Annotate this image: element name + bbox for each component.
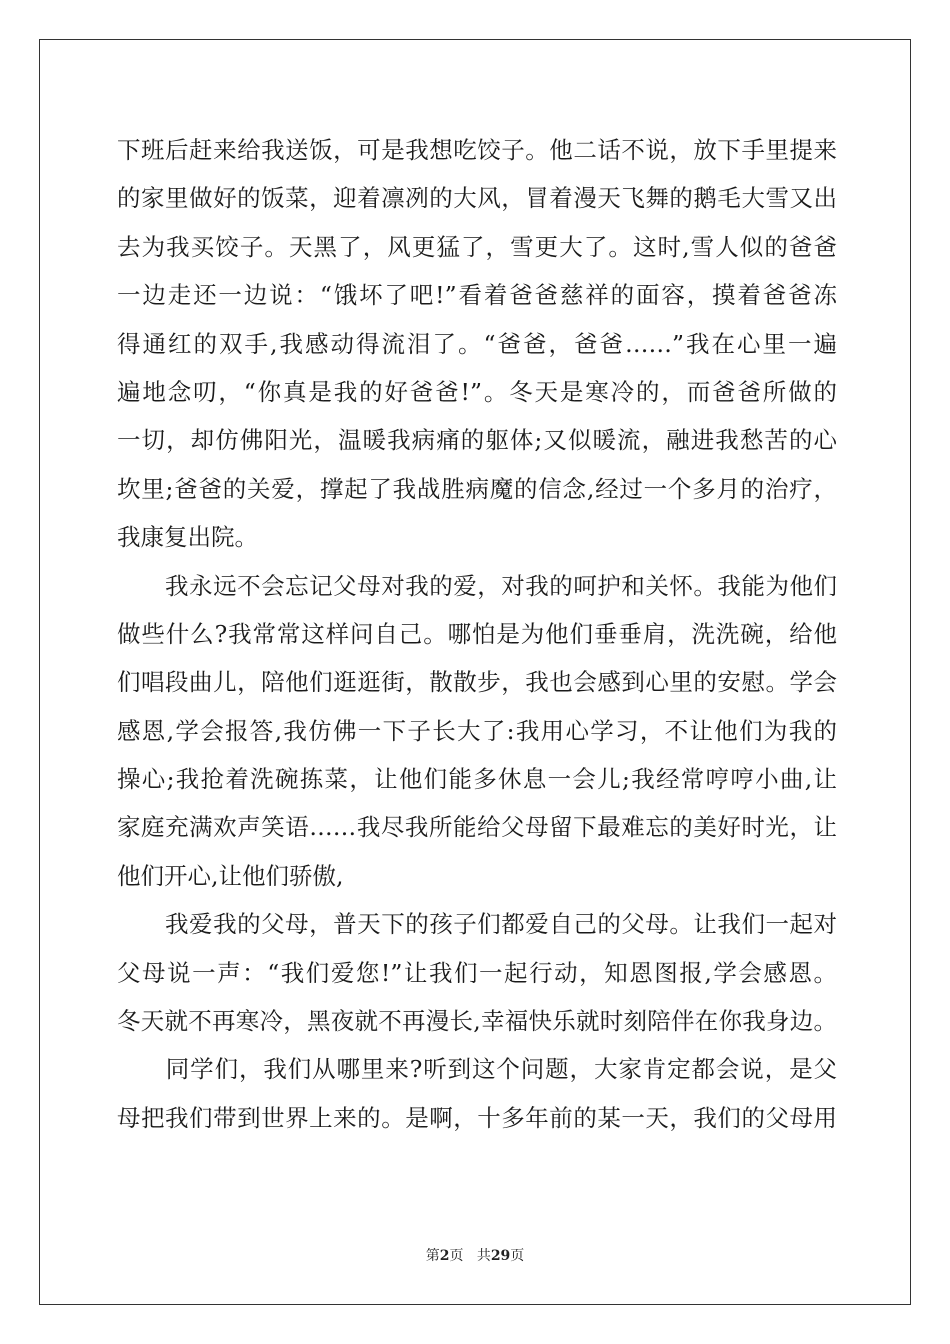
text-line: 操心;我抢着洗碗拣菜，让他们能多休息一会儿;我经常哼哼小曲,让	[117, 765, 837, 794]
text-line: 一切，却仿佛阳光，温暖我病痛的躯体;又似暖流，融进我愁苦的心	[117, 426, 837, 455]
page-number: 2	[439, 1248, 450, 1264]
text-line: 的家里做好的饭菜，迎着凛冽的大风，冒着漫天飞舞的鹅毛大雪又出	[117, 184, 837, 213]
text-line: 他们开心,让他们骄傲,	[117, 861, 344, 890]
total-pages: 29	[490, 1248, 511, 1264]
text-line: 遍地念叨，“你真是我的好爸爸!”。冬天是寒冷的，而爸爸所做的	[117, 377, 837, 406]
text-line: 同学们，我们从哪里来?听到这个问题，大家肯定都会说，是父	[117, 1055, 837, 1084]
text-line: 坎里;爸爸的关爱，撑起了我战胜病魔的信念,经过一个多月的治疗，	[117, 474, 837, 503]
text-line: 做些什么?我常常这样问自己。哪怕是为他们垂垂肩，洗洗碗，给他	[117, 619, 837, 648]
text-line: 我爱我的父母，普天下的孩子们都爱自己的父母。让我们一起对	[117, 910, 837, 939]
total-suffix: 页	[510, 1248, 525, 1264]
text-line: 我永远不会忘记父母对我的爱，对我的呵护和关怀。我能为他们	[117, 571, 837, 600]
text-line: 我康复出院。	[117, 523, 258, 552]
total-prefix: 共	[476, 1248, 491, 1264]
document-body	[117, 126, 837, 1142]
text-line: 父母说一声：“我们爱您!”让我们一起行动，知恩图报,学会感恩。	[117, 958, 837, 987]
text-line: 一边走还一边说：“饿坏了吧!”看着爸爸慈祥的面容，摸着爸爸冻	[117, 281, 837, 310]
text-line: 母把我们带到世界上来的。是啊，十多年前的某一天，我们的父母用	[117, 1103, 837, 1132]
text-line: 家庭充满欢声笑语……我尽我所能给父母留下最难忘的美好时光，让	[117, 813, 837, 842]
page-prefix: 第	[425, 1248, 440, 1264]
text-line: 得通红的双手,我感动得流泪了。“爸爸，爸爸……”我在心里一遍	[117, 329, 837, 358]
text-line: 感恩,学会报答,我仿佛一下子长大了:我用心学习，不让他们为我的	[117, 716, 837, 745]
page-footer	[0, 1245, 950, 1265]
text-line: 下班后赶来给我送饭，可是我想吃饺子。他二话不说，放下手里提来	[117, 136, 837, 164]
page-suffix: 页	[449, 1248, 464, 1264]
text-line: 去为我买饺子。天黑了，风更猛了，雪更大了。这时,雪人似的爸爸	[117, 232, 837, 261]
text-line: 冬天就不再寒冷，黑夜就不再漫长,幸福快乐就时刻陪伴在你我身边。	[117, 1007, 837, 1036]
text-line: 们唱段曲儿，陪他们逛逛街，散散步，我也会感到心里的安慰。学会	[117, 668, 837, 697]
